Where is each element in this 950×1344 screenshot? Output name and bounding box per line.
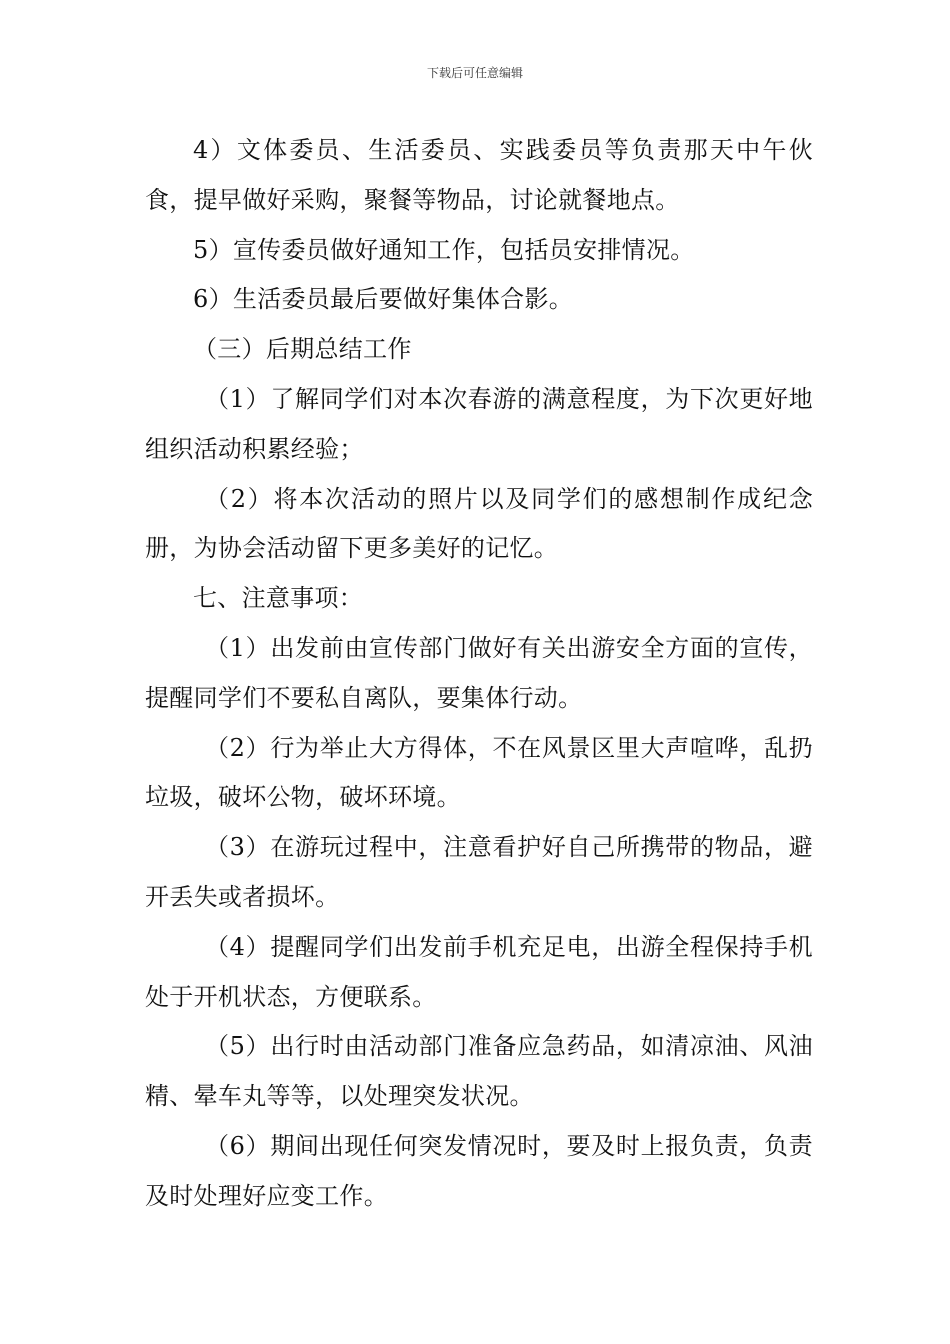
paragraph-item-6-photo: 6）生活委员最后要做好集体合影。 <box>193 285 574 314</box>
paragraph-note-6: （6）期间出现任何突发情况时，要及时上报负责，负责及时处理好应变工作。 <box>145 1131 813 1210</box>
document-body <box>145 126 813 1222</box>
paragraph-note-1: （1）出发前由宣传部门做好有关出游安全方面的宣传，提醒同学们不要私自离队，要集体行动。 <box>145 633 813 712</box>
paragraph-summary-1: （1）了解同学们对本次春游的满意程度，为下次更好地组织活动积累经验； <box>145 384 813 463</box>
section-heading-notes: 七、注意事项： <box>193 584 364 613</box>
paragraph-note-2: （2）行为举止大方得体，不在风景区里大声喧哗，乱扔垃圾，破坏公物，破坏环境。 <box>145 733 813 812</box>
paragraph-note-4: （4）提醒同学们出发前手机充足电，出游全程保持手机处于开机状态，方便联系。 <box>145 932 813 1011</box>
paragraph-item-4-meal: 4）文体委员、生活委员、实践委员等负责那天中午伙食，提早做好采购，聚餐等物品，讨论就餐地点。 <box>145 136 813 214</box>
paragraph-note-5: （5）出行时由活动部门准备应急药品，如清凉油、风油精、晕车丸等等，以处理突发状况。 <box>145 1032 813 1111</box>
paragraph-summary-2: （2）将本次活动的照片以及同学们的感想制作成纪念册，为协会活动留下更多美好的记忆。 <box>145 484 813 563</box>
paragraph-note-3: （3）在游玩过程中，注意看护好自己所携带的物品，避开丢失或者损坏。 <box>145 833 813 911</box>
page-header: 下载后可任意编辑 <box>426 66 523 80</box>
section-heading-summary: （三）后期总结工作 <box>193 335 412 364</box>
paragraph-item-5-notice: 5）宣传委员做好通知工作，包括员安排情况。 <box>193 235 695 264</box>
